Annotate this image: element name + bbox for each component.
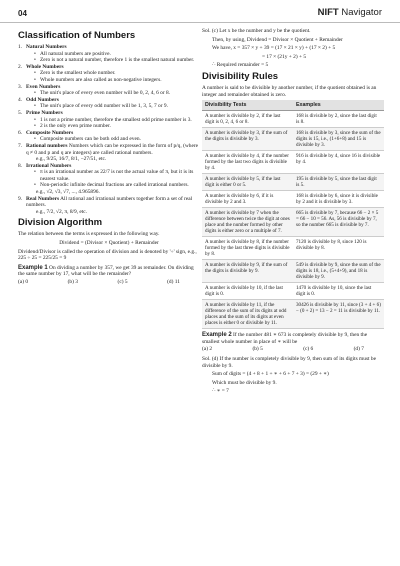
bullet-text: • Non-periodic infinite decimal fractions are called irrational numbers. (26, 182, 200, 189)
example-options (202, 346, 384, 353)
item-number: 4. (18, 96, 23, 103)
table-row (202, 300, 384, 329)
solution-line: ∴ Required remainder = 5 (212, 62, 269, 69)
example-cell: 665 is divisible by 7, because 66 − 2 × 5 = 66 − 10 = 56. As, 56 is divisible by 7, so the number 665 is divisible by 7. (293, 208, 384, 237)
rational-item (18, 143, 200, 163)
test-cell: A number is divisible by 2, if the last digit is 0, 2, 4, 6 or 8. (202, 111, 293, 128)
example-text: If the number 481 ∗ 673 is completely divisible by 9, then the smallest whole number in place of ∗ will be (202, 332, 368, 345)
solution-line: Which must be divisible by 9. (212, 379, 277, 386)
divisibility-intro: A number is said to be divisible by another number, if the quotient obtained is an integer and remainder obtained is zero. (202, 84, 377, 98)
table-header-row (202, 100, 384, 111)
real-item (18, 196, 200, 216)
item-example: e.g., √2, √3, √7, ..., 4.965896. (36, 189, 100, 196)
item-label: Prime Numbers (26, 109, 63, 116)
item-label: Natural Numbers (26, 44, 67, 50)
option-d: (d) 11 (167, 279, 180, 285)
option-c: (c) 5 (117, 279, 128, 285)
page-header (0, 0, 400, 23)
option-c: (c) 6 (303, 346, 314, 353)
bullet-text: • Zero is the smallest whole number. (26, 70, 200, 77)
example-options (18, 279, 200, 286)
solution-line: Then, by using, Dividend = Divisor × Quotient + Remainder (212, 36, 343, 43)
table-header: Examples (293, 100, 384, 111)
test-cell: A number is divisible by 3, if the sum of the digits is divisible by 3. (202, 128, 293, 151)
example-cell: 195 is divisible by 5, since the last digit is 5. (293, 174, 384, 191)
table-row (202, 208, 384, 237)
brand-suffix: Navigator (338, 7, 382, 18)
example-label: Example 1 (18, 264, 48, 271)
example-cell: 168 is divisible by 2, since the last digit is 8. (293, 111, 384, 128)
item-label: Odd Numbers (26, 96, 59, 103)
division-formula: Dividend = (Divisor × Quotient) + Remainder (59, 240, 159, 247)
table-row (202, 237, 384, 260)
example-label: Example 2 (202, 332, 232, 339)
item-example: e.g., 7/2, √2, π, 8/9, etc. (36, 208, 88, 215)
irrational-item (18, 163, 200, 196)
solution-line: Sol. (d) If the number is completely divisible by 9, then sum of its digits must be divisible by 9. (202, 355, 376, 369)
example-cell: 30426 is divisible by 11, since (3 + 4 + 6) − (0 + 2) = 13 − 2 = 11 is divisible by 11. (293, 300, 384, 329)
example-2 (202, 332, 384, 353)
bullet-text: • π is an irrational number as 22/7 is not the actual value of π, but it is its nearest value. (26, 169, 200, 182)
example-cell: 7120 is divisible by 8, since 120 is divisible by 8. (293, 237, 384, 260)
example-1 (18, 265, 200, 286)
bullet-text: • Composite numbers can be both odd and even. (26, 136, 200, 143)
item-text: Numbers which can be expressed in the form of p/q, (where q ≠ 0 and p and q are integers) are called rational numbers. (26, 142, 199, 156)
table-row (202, 260, 384, 283)
option-b: (b) 3 (67, 279, 78, 285)
option-d: (d) 7 (353, 346, 364, 353)
item-number: 6. (18, 129, 23, 136)
option-a: (a) 0 (18, 279, 29, 285)
table-row (202, 111, 384, 128)
section-title-division: Division Algorithm (18, 217, 103, 229)
item-label: Whole Numbers (26, 63, 64, 70)
solution-line: Sol. (c) Let x be the number and y be the quotient. (202, 28, 311, 34)
left-column (18, 28, 200, 286)
bullet-text: • 2 is the only even prime number. (26, 123, 200, 130)
section-title-classification: Classification of Numbers (18, 30, 136, 41)
item-number: 2. (18, 63, 23, 70)
item-label: Composite Numbers (26, 129, 74, 136)
solution-2 (202, 356, 384, 395)
test-cell: A number is divisible by 4, if the number formed by the last two digits is divisible by 4. (202, 151, 293, 174)
test-cell: A number is divisible by 7 when the difference between twice the digit at ones place and the number formed by other digits is either zero or a multiple of 7. (202, 208, 293, 237)
test-cell: A number is divisible by 6, if it is divisible by 2 and 3. (202, 191, 293, 208)
list-item (18, 130, 200, 143)
table-body (202, 111, 384, 329)
bullet-text: • All natural numbers are positive. (26, 51, 200, 58)
item-text: All rational and irrational numbers together form a set of real numbers. (26, 195, 193, 209)
number-classification-list (18, 44, 200, 143)
divisibility-table (202, 100, 384, 329)
brand-title (318, 7, 382, 18)
example-cell: 1470 is divisible by 10, since the last digit is 0. (293, 283, 384, 300)
item-number: 9. (18, 195, 23, 202)
test-cell: A number is divisible by 5, if the last digit is either 0 or 5. (202, 174, 293, 191)
bullet-text: • 1 is not a prime number, therefore the smallest odd prime number is 3. (26, 117, 200, 124)
list-item (18, 97, 200, 110)
option-b: (b) 5 (252, 346, 263, 353)
test-cell: A number is divisible by 10, if the last digit is 0. (202, 283, 293, 300)
brand-prefix: NIFT (317, 7, 339, 18)
test-cell: A number is divisible by 9, if the sum of the digits is divisible by 9. (202, 260, 293, 283)
list-item (18, 84, 200, 97)
solution-line: ∴ ∗ = 7 (212, 388, 229, 395)
table-row (202, 283, 384, 300)
item-number: 5. (18, 109, 23, 116)
right-column (202, 28, 384, 397)
example-cell: 916 is divisible by 4, since 16 is divisible by 4. (293, 151, 384, 174)
bullet-text: • Whole numbers are also called as non-negative integers. (26, 77, 200, 84)
item-number: 7. (18, 142, 23, 149)
item-label: Irrational Numbers (26, 162, 72, 169)
division-text: The relation between the terms is expressed in the following way. (18, 231, 160, 238)
item-label: Even Numbers (26, 83, 61, 90)
solution-line: = 17 × (21y + 2) + 5 (262, 53, 307, 60)
example-cell: 168 is divisible by 6, since it is divisible by 2 and it is divisible by 3. (293, 191, 384, 208)
solution-line: Sum of digits = (4 + 8 + 1 + ∗ + 6 + 7 + 3) = (29 + ∗) (212, 371, 329, 378)
bullet-text: • The unit's place of every odd number will be 1, 3, 5, 7 or 9. (26, 103, 200, 110)
table-header: Divisibility Tests (202, 100, 293, 111)
item-label: Real Numbers (26, 195, 60, 202)
list-item (18, 44, 200, 64)
bullet-text: • Zero is not a natural number, therefore 1 is the smallest natural number. (26, 57, 200, 64)
example-cell: 549 is divisible by 9, since the sum of the digits is 18, i.e., (5+4+9), and 18 is divisible by 9. (293, 260, 384, 283)
table-row (202, 191, 384, 208)
test-cell: A number is divisible by 8, if the number formed by the last three digits is divisible by 8. (202, 237, 293, 260)
item-number: 3. (18, 83, 23, 90)
item-label: Rational numbers (26, 142, 68, 149)
table-row (202, 128, 384, 151)
solution-1 (202, 28, 384, 69)
section-title-divisibility: Divisibility Rules (202, 70, 279, 82)
item-number: 1. (18, 44, 23, 50)
page-number: 04 (18, 9, 27, 18)
item-example: e.g., 9/25, 16/7, 8/1, −27/51, etc. (36, 156, 107, 163)
division-note: Dividend/Divisor is called the operation of division and is denoted by '÷' sign, e.g., 225 ÷ 25 = 225/25 = 9 (18, 248, 197, 262)
item-number: 8. (18, 162, 23, 169)
list-item (18, 64, 200, 84)
solution-line: We have, x = 357 × y + 39 = (17 × 21 × y) + (17 × 2) + 5 (212, 45, 336, 52)
example-text: On dividing a number by 357, we get 39 as remainder. On dividing the same number by 17, what will be the remainder? (18, 264, 194, 278)
test-cell: A number is divisible by 11, if the difference of the sum of its digits at odd places and the sum of its digits at even places is either 0 or divisible by 11. (202, 300, 293, 329)
option-a: (a) 2 (202, 346, 213, 353)
table-row (202, 174, 384, 191)
example-cell: 168 is divisible by 3, since the sum of the digits is 15, i.e., (1+6+8) and 15 is divisible by 3. (293, 128, 384, 151)
bullet-text: • The unit's place of every even number will be 0, 2, 4, 6 or 8. (26, 90, 200, 97)
table-row (202, 151, 384, 174)
list-item (18, 110, 200, 130)
